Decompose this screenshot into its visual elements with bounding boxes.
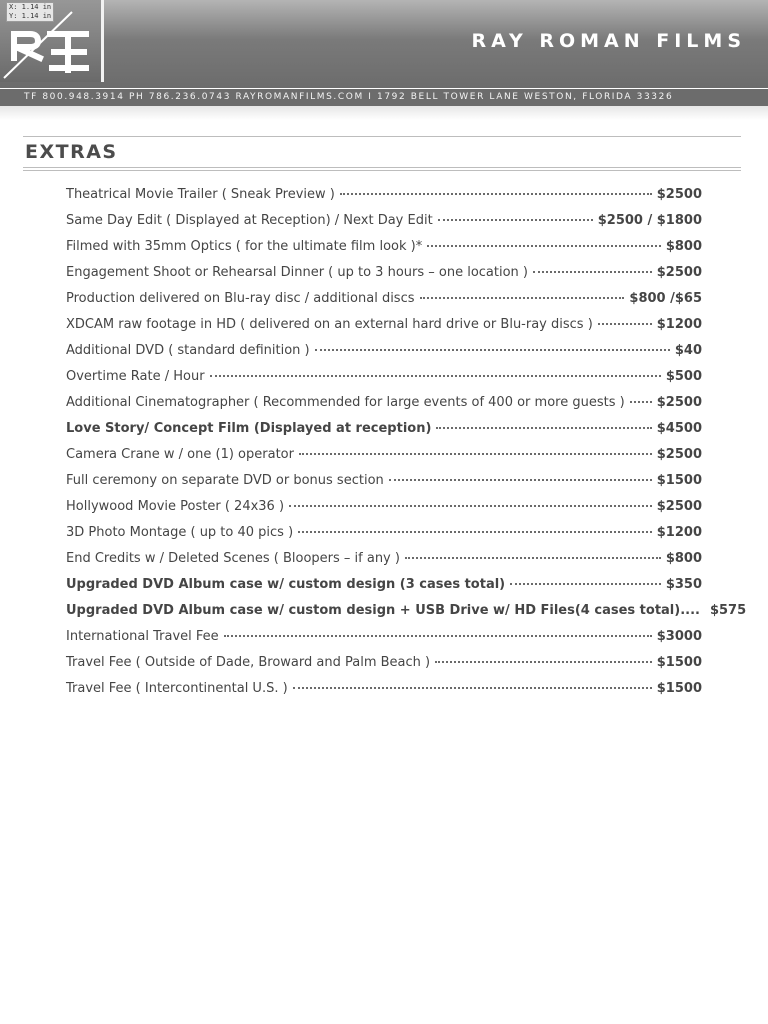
dot-leader: [435, 661, 652, 663]
item-price: $800: [665, 551, 702, 566]
item-name: Same Day Edit ( Displayed at Reception) / Next Day Edit: [66, 213, 433, 228]
item-name: Additional DVD ( standard definition ): [66, 343, 310, 358]
item-price: $2500: [656, 447, 702, 462]
dot-leader: [630, 401, 652, 403]
item-name: Love Story/ Concept Film (Displayed at reception): [66, 421, 432, 436]
price-row: [66, 681, 702, 707]
item-name: Engagement Shoot or Rehearsal Dinner ( up to 3 hours – one location ): [66, 265, 529, 280]
item-price: $800: [665, 239, 702, 254]
dot-leader: [420, 297, 625, 299]
item-name: Theatrical Movie Trailer ( Sneak Preview ): [66, 187, 335, 202]
dot-leader: [598, 323, 652, 325]
dot-leader: [436, 427, 651, 429]
item-name: Travel Fee ( Intercontinental U.S. ): [66, 681, 288, 696]
dot-leader: [427, 245, 661, 247]
dot-leader: [389, 479, 652, 481]
page-header: [0, 0, 768, 88]
item-name: Production delivered on Blu-ray disc / additional discs: [66, 291, 415, 306]
item-name: Travel Fee ( Outside of Dade, Broward and Palm Beach ): [66, 655, 431, 670]
item-name: Hollywood Movie Poster ( 24x36 ): [66, 499, 285, 514]
logo: [0, 0, 104, 82]
item-price: $1500: [656, 681, 702, 696]
price-row: [66, 499, 702, 525]
brand-name: RAY ROMAN FILMS: [471, 30, 746, 52]
section-title: EXTRAS: [25, 141, 118, 163]
price-row: [66, 395, 702, 421]
item-price: $4500: [656, 421, 702, 436]
item-price: $2500: [656, 187, 702, 202]
item-name: XDCAM raw footage in HD ( delivered on an external hard drive or Blu-ray discs ): [66, 317, 593, 332]
price-row: [66, 369, 702, 395]
dot-leader: [405, 557, 661, 559]
contact-bar: TF 800.948.3914 PH 786.236.0743 RAYROMANFILMS.COM I 1792 BELL TOWER LANE WESTON, FLORIDA 33326: [0, 89, 768, 106]
item-name: International Travel Fee: [66, 629, 219, 644]
item-price: $1500: [656, 655, 702, 670]
item-name: Camera Crane w / one (1) operator: [66, 447, 294, 462]
item-price: $500: [665, 369, 702, 384]
item-price: $40: [674, 343, 702, 358]
item-price: $1200: [656, 317, 702, 332]
price-row: [66, 473, 702, 499]
item-name: Additional Cinematographer ( Recommended for large events of 400 or more guests ): [66, 395, 625, 410]
section-rule-top: [23, 136, 741, 137]
dot-leader: [298, 531, 652, 533]
dot-leader: [315, 349, 670, 351]
item-price: $2500 / $1800: [597, 213, 702, 228]
price-row: [66, 239, 702, 265]
price-row: [66, 265, 702, 291]
price-row: [66, 317, 702, 343]
price-row: [66, 577, 702, 603]
item-name: Full ceremony on separate DVD or bonus section: [66, 473, 384, 488]
header-shadow-band: [0, 106, 768, 120]
price-row: [66, 447, 702, 473]
dot-leader: [293, 687, 652, 689]
dot-leader: [533, 271, 652, 273]
item-price: $2500: [656, 499, 702, 514]
item-name: Upgraded DVD Album case w/ custom design + USB Drive w/ HD Files(4 cases total)....: [66, 603, 700, 618]
price-row: [66, 213, 702, 239]
dot-leader: [289, 505, 652, 507]
price-row: [66, 551, 702, 577]
item-price: $575: [709, 603, 747, 618]
item-price: $2500: [656, 265, 702, 280]
dot-leader: [438, 219, 593, 221]
item-name: 3D Photo Montage ( up to 40 pics ): [66, 525, 294, 540]
dot-leader: [510, 583, 661, 585]
item-price: $2500: [656, 395, 702, 410]
price-row: [66, 187, 702, 213]
item-name: Overtime Rate / Hour: [66, 369, 205, 384]
price-row: [66, 655, 702, 681]
dot-leader: [210, 375, 661, 377]
dot-leader: [340, 193, 652, 195]
item-name: Upgraded DVD Album case w/ custom design (3 cases total): [66, 577, 506, 592]
dot-leader: [224, 635, 652, 637]
ruler-x: X: 1.14 in: [9, 3, 52, 11]
item-price: $800 /$65: [629, 291, 702, 306]
price-row: [66, 629, 702, 655]
price-row: [66, 343, 702, 369]
section-rule-bottom: [23, 167, 741, 171]
item-name: End Credits w / Deleted Scenes ( Bloopers – if any ): [66, 551, 400, 566]
item-price: $1500: [656, 473, 702, 488]
price-list: [66, 187, 747, 707]
dot-leader: [299, 453, 652, 455]
item-price: $350: [665, 577, 702, 592]
item-price: $3000: [656, 629, 702, 644]
item-name: Filmed with 35mm Optics ( for the ultimate film look )*: [66, 239, 423, 254]
price-row: [66, 291, 702, 317]
price-row: [66, 421, 702, 447]
item-price: $1200: [656, 525, 702, 540]
price-row: [66, 525, 702, 551]
ruler-readout: [6, 2, 54, 22]
ruler-y: Y: 1.14 in: [9, 12, 52, 20]
price-row: [66, 603, 747, 629]
